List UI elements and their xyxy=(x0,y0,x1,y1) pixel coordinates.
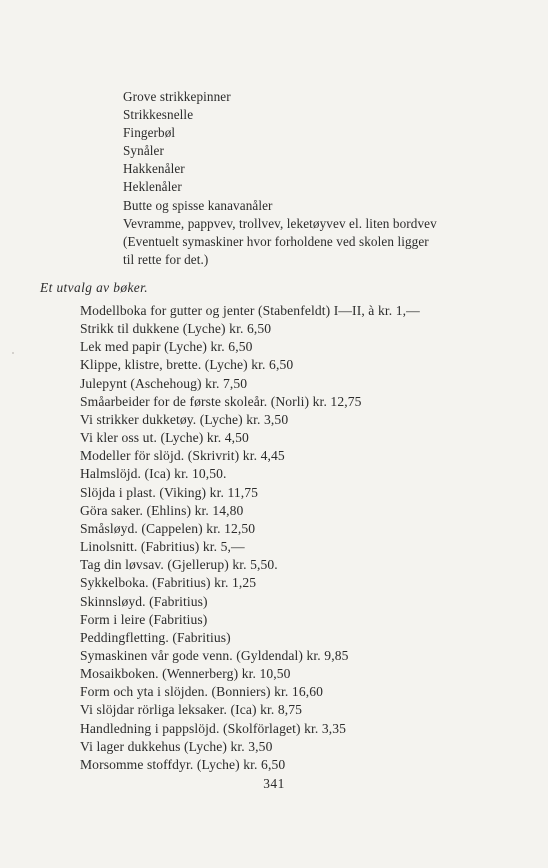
book-list-item: Peddingfletting. (Fabritius) xyxy=(80,629,231,645)
materials-list xyxy=(123,88,437,269)
book-list-item: Skinnsløyd. (Fabritius) xyxy=(80,593,208,609)
book-list-item: Småsløyd. (Cappelen) kr. 12,50 xyxy=(80,520,256,536)
book-list-item: Halmslöjd. (Ica) kr. 10,50. xyxy=(80,466,227,482)
book-list-item: Mosaikboken. (Wennerberg) kr. 10,50 xyxy=(80,666,291,682)
book-list-item: Vi lager dukkehus (Lyche) kr. 3,50 xyxy=(80,738,273,754)
materials-item: til rette for det.) xyxy=(123,251,209,267)
book-section-heading: Et utvalg av bøker. xyxy=(40,280,149,295)
book-list-item: Symaskinen vår gode venn. (Gyldendal) kr. 9,85 xyxy=(80,647,349,663)
book-list-item: Klippe, klistre, brette. (Lyche) kr. 6,50 xyxy=(80,357,294,373)
book-list-item: Strikk til dukkene (Lyche) kr. 6,50 xyxy=(80,321,272,337)
book-list-item: Vi slöjdar rörliga leksaker. (Ica) kr. 8,75 xyxy=(80,702,303,718)
book-list-item: Linolsnitt. (Fabritius) kr. 5,— xyxy=(80,539,245,555)
book-list-item: Form och yta i slöjden. (Bonniers) kr. 16,60 xyxy=(80,684,324,700)
book-list-item: Lek med papir (Lyche) kr. 6,50 xyxy=(80,339,253,355)
materials-item: Synåler xyxy=(123,143,164,159)
book-list-item: Form i leire (Fabritius) xyxy=(80,611,208,627)
materials-item: Strikkesnelle xyxy=(123,107,194,123)
book-list-item: Vi kler oss ut. (Lyche) kr. 4,50 xyxy=(80,430,249,446)
book-list-item: Morsomme stoffdyr. (Lyche) kr. 6,50 xyxy=(80,756,286,772)
materials-item: Vevramme, pappvev, trollvev, leketøyvev el. liten bordvev xyxy=(123,215,437,231)
book-list-item: Vi strikker dukketøy. (Lyche) kr. 3,50 xyxy=(80,411,289,427)
book-list-item: Sykkelboka. (Fabritius) kr. 1,25 xyxy=(80,575,257,591)
book-list-item: Småarbeider for de første skoleår. (Norli) kr. 12,75 xyxy=(80,393,362,409)
materials-item: Grove strikkepinner xyxy=(123,89,231,104)
book-list-item: Modellboka for gutter og jenter (Stabenfeldt) I—II, à kr. 1,— xyxy=(80,303,420,318)
materials-item: Hakkenåler xyxy=(123,161,185,177)
materials-item: (Eventuelt symaskiner hvor forholdene ved skolen ligger xyxy=(123,233,429,249)
page-number: 341 xyxy=(263,776,285,791)
book-list-item: Göra saker. (Ehlins) kr. 14,80 xyxy=(80,502,244,518)
book-list-item: Julepynt (Aschehoug) kr. 7,50 xyxy=(80,375,248,391)
book-list-item: Handledning i pappslöjd. (Skolförlaget) kr. 3,35 xyxy=(80,720,347,736)
margin-speck xyxy=(12,352,14,354)
book-list xyxy=(80,302,420,774)
materials-item: Heklenåler xyxy=(123,179,182,195)
materials-item: Fingerbøl xyxy=(123,125,176,141)
materials-item: Butte og spisse kanavanåler xyxy=(123,197,273,213)
book-list-item: Tag din løvsav. (Gjellerup) kr. 5,50. xyxy=(80,557,278,573)
book-list-item: Slöjda i plast. (Viking) kr. 11,75 xyxy=(80,484,259,500)
book-list-item: Modeller för slöjd. (Skrivrit) kr. 4,45 xyxy=(80,448,285,464)
